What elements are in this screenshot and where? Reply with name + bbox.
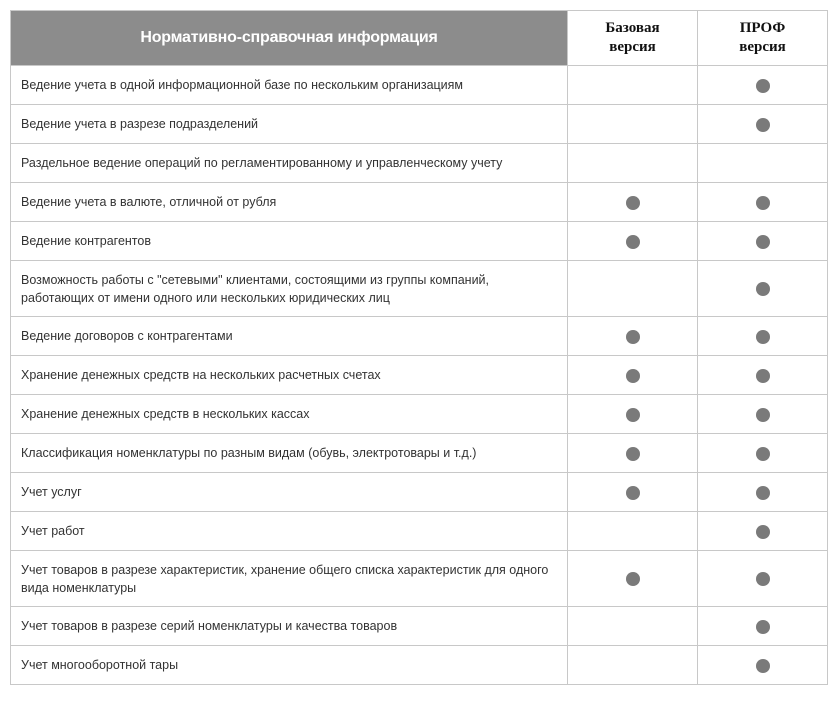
prof-version-cell: [698, 512, 828, 551]
prof-version-cell: [698, 434, 828, 473]
filled-circle-icon: [756, 235, 770, 249]
feature-name: Учет многооборотной тары: [11, 646, 568, 685]
prof-version-cell: [698, 183, 828, 222]
base-version-cell: [568, 395, 698, 434]
filled-circle-icon: [626, 408, 640, 422]
filled-circle-icon: [756, 196, 770, 210]
prof-version-cell: [698, 356, 828, 395]
base-version-cell: [568, 317, 698, 356]
filled-circle-icon: [756, 79, 770, 93]
table-header-row: [11, 11, 828, 66]
prof-version-cell: [698, 395, 828, 434]
prof-version-cell: [698, 105, 828, 144]
table-row: [11, 607, 828, 646]
table-row: [11, 434, 828, 473]
prof-version-cell: [698, 222, 828, 261]
prof-version-cell: [698, 66, 828, 105]
feature-name: Ведение учета в разрезе подразделений: [11, 105, 568, 144]
filled-circle-icon: [756, 659, 770, 673]
prof-version-cell: [698, 261, 828, 317]
filled-circle-icon: [756, 369, 770, 383]
comparison-page: [10, 10, 827, 685]
feature-comparison-table: [10, 10, 828, 685]
filled-circle-icon: [626, 447, 640, 461]
base-version-cell: [568, 144, 698, 183]
table-row: [11, 105, 828, 144]
table-row: [11, 222, 828, 261]
filled-circle-icon: [626, 196, 640, 210]
feature-name: Ведение контрагентов: [11, 222, 568, 261]
base-version-cell: [568, 105, 698, 144]
table-row: [11, 144, 828, 183]
base-version-cell: [568, 551, 698, 607]
table-row: [11, 356, 828, 395]
filled-circle-icon: [756, 447, 770, 461]
filled-circle-icon: [756, 330, 770, 344]
filled-circle-icon: [756, 525, 770, 539]
base-version-cell: [568, 66, 698, 105]
feature-name: Ведение учета в валюте, отличной от рубля: [11, 183, 568, 222]
filled-circle-icon: [756, 282, 770, 296]
prof-version-cell: [698, 317, 828, 356]
table-row: [11, 512, 828, 551]
table-row: [11, 317, 828, 356]
header-prof-line1: ПРОФ: [739, 20, 786, 36]
feature-name: Учет услуг: [11, 473, 568, 512]
base-version-cell: [568, 473, 698, 512]
prof-version-cell: [698, 646, 828, 685]
header-base-version: [568, 11, 698, 66]
prof-version-cell: [698, 473, 828, 512]
table-row: [11, 261, 828, 317]
feature-name: Учет товаров в разрезе характеристик, хранение общего списка характеристик для одного вида номенклатуры: [11, 551, 568, 607]
feature-name: Хранение денежных средств на нескольких расчетных счетах: [11, 356, 568, 395]
feature-name: Классификация номенклатуры по разным видам (обувь, электротовары и т.д.): [11, 434, 568, 473]
filled-circle-icon: [626, 572, 640, 586]
base-version-cell: [568, 222, 698, 261]
filled-circle-icon: [626, 369, 640, 383]
feature-name: Учет работ: [11, 512, 568, 551]
table-row: [11, 551, 828, 607]
table-row: [11, 395, 828, 434]
filled-circle-icon: [756, 572, 770, 586]
filled-circle-icon: [756, 486, 770, 500]
table-body: [11, 66, 828, 685]
table-row: [11, 183, 828, 222]
base-version-cell: [568, 646, 698, 685]
base-version-cell: [568, 607, 698, 646]
table-row: [11, 646, 828, 685]
table-row: [11, 66, 828, 105]
header-base-line2: версия: [609, 39, 656, 55]
feature-name: Раздельное ведение операций по регламентированному и управленческому учету: [11, 144, 568, 183]
feature-name: Ведение учета в одной информационной базе по нескольким организациям: [11, 66, 568, 105]
base-version-cell: [568, 261, 698, 317]
prof-version-cell: [698, 607, 828, 646]
filled-circle-icon: [756, 408, 770, 422]
filled-circle-icon: [626, 486, 640, 500]
header-prof-version: [698, 11, 828, 66]
filled-circle-icon: [626, 235, 640, 249]
base-version-cell: [568, 356, 698, 395]
feature-name: Возможность работы с "сетевыми" клиентами, состоящими из группы компаний, работающих от имени одного или нескольких юридических лиц: [11, 261, 568, 317]
filled-circle-icon: [626, 330, 640, 344]
table-row: [11, 473, 828, 512]
base-version-cell: [568, 434, 698, 473]
feature-name: Учет товаров в разрезе серий номенклатуры и качества товаров: [11, 607, 568, 646]
filled-circle-icon: [756, 620, 770, 634]
header-prof-line2: версия: [739, 39, 786, 55]
prof-version-cell: [698, 551, 828, 607]
base-version-cell: [568, 183, 698, 222]
header-feature-column: Нормативно-справочная информация: [11, 11, 568, 66]
filled-circle-icon: [756, 118, 770, 132]
feature-name: Хранение денежных средств в нескольких кассах: [11, 395, 568, 434]
feature-name: Ведение договоров с контрагентами: [11, 317, 568, 356]
base-version-cell: [568, 512, 698, 551]
header-base-line1: Базовая: [605, 20, 660, 36]
prof-version-cell: [698, 144, 828, 183]
